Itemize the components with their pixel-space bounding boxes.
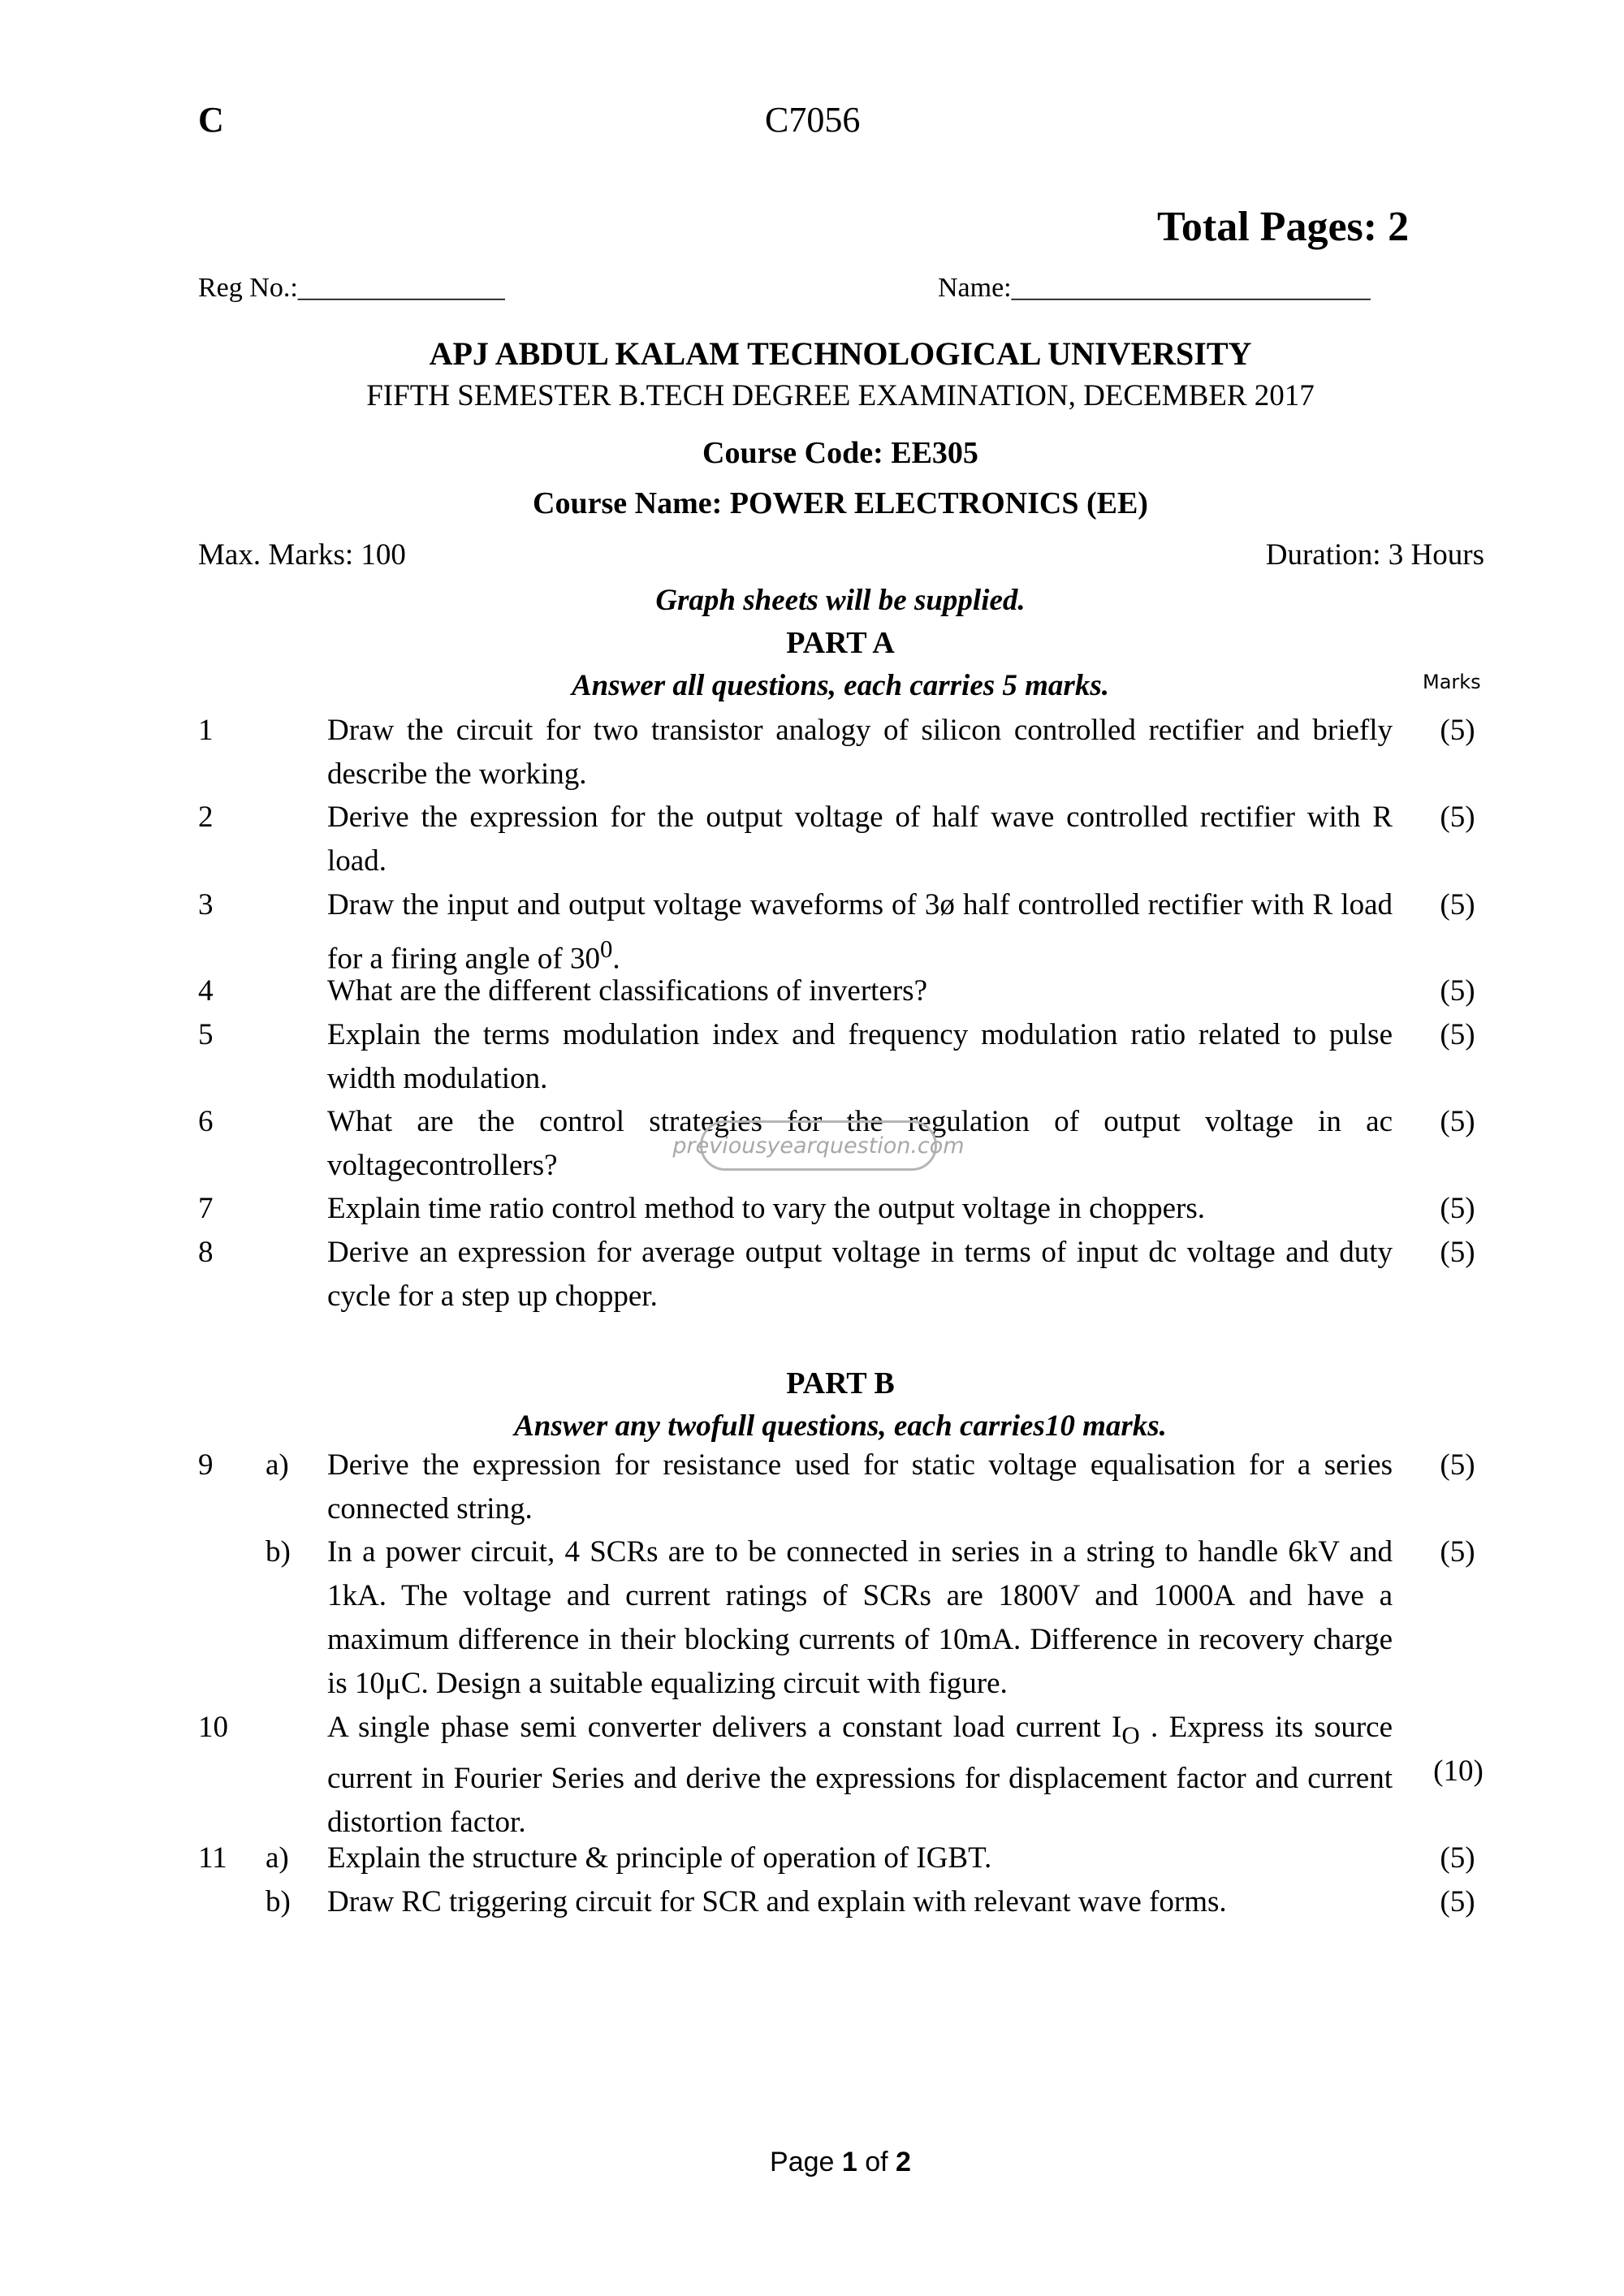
question-marks: (5) — [1440, 1535, 1475, 1569]
course-code: Course Code: EE305 — [702, 436, 978, 470]
question-text: A single phase semi converter delivers a constant load current $I_O$ . Express its source current in Fourier Series and derive the expressions for displacement factor and current distortion factor. — [327, 1711, 1393, 1840]
question-text: Derive an expression for average output voltage in terms of input dc voltage and duty cycle for a step up chopper. — [327, 1236, 1393, 1313]
question-marks: (5) — [1440, 1448, 1475, 1482]
question-subpart: a) — [266, 1448, 289, 1482]
paper-code-id: C7056 — [765, 100, 861, 140]
watermark: previousyearquestion.com — [700, 1120, 937, 1171]
question-marks: (5) — [1440, 1885, 1475, 1918]
duration: Duration: 3 Hours — [1265, 538, 1484, 572]
question-text: What are the different classifications of inverters? — [327, 974, 927, 1008]
question-marks: (5) — [1440, 888, 1475, 921]
question-number: 10 — [198, 1711, 228, 1744]
reg-no-field: Reg No.:_______________ — [198, 273, 505, 303]
question-text: Draw the input and output voltage waveforms of 3ø half controlled rectifier with R load for a firing angle of $30^0$. — [327, 888, 1393, 976]
question-text: Explain the terms modulation index and frequency modulation ratio related to pulse width modulation. — [327, 1018, 1393, 1095]
question-marks: (5) — [1440, 1841, 1475, 1875]
question-number: 5 — [198, 1018, 214, 1051]
question-number: 4 — [198, 974, 214, 1008]
question-subpart: a) — [266, 1841, 289, 1875]
question-subpart: b) — [266, 1535, 291, 1569]
exam-title: FIFTH SEMESTER B.TECH DEGREE EXAMINATION, DECEMBER 2017 — [366, 379, 1315, 412]
question-marks: (10) — [1433, 1754, 1484, 1788]
subscript: O — [1121, 1721, 1140, 1750]
course-name: Course Name: POWER ELECTRONICS (EE) — [533, 486, 1148, 520]
question-number: 3 — [198, 888, 214, 921]
university-name: APJ ABDUL KALAM TECHNOLOGICAL UNIVERSITY — [429, 335, 1252, 372]
question-marks: (5) — [1440, 801, 1475, 834]
page-footer: Page 1 of 2 — [770, 2147, 911, 2177]
question-marks: (5) — [1440, 1192, 1475, 1225]
paper-code-letter: C — [198, 100, 224, 140]
part-b-title: PART B — [786, 1366, 895, 1400]
part-a-instruction: Answer all questions, each carries 5 marks. — [572, 669, 1109, 702]
question-number: 9 — [198, 1448, 214, 1482]
part-a-title: PART A — [786, 626, 895, 660]
part-b-instruction: Answer any twofull questions, each carries10 marks. — [514, 1409, 1167, 1443]
question-number: 6 — [198, 1105, 214, 1138]
superscript: 0 — [599, 935, 613, 963]
question-text: Explain time ratio control method to vary the output voltage in choppers. — [327, 1192, 1205, 1225]
question-marks: (5) — [1440, 974, 1475, 1008]
question-text: Derive the expression for resistance used for static voltage equalisation for a series connected string. — [327, 1448, 1393, 1526]
general-instruction: Graph sheets will be supplied. — [655, 584, 1026, 617]
question-text: Explain the structure & principle of operation of IGBT. — [327, 1841, 992, 1875]
question-subpart: b) — [266, 1885, 291, 1918]
question-number: 8 — [198, 1236, 214, 1269]
question-marks: (5) — [1440, 714, 1475, 747]
max-marks: Max. Marks: 100 — [198, 538, 406, 572]
question-marks: (5) — [1440, 1236, 1475, 1269]
question-text: Draw RC triggering circuit for SCR and explain with relevant wave forms. — [327, 1885, 1227, 1918]
question-text: Draw the circuit for two transistor analogy of silicon controlled rectifier and briefly describe the working. — [327, 714, 1393, 791]
question-number: 11 — [198, 1841, 227, 1875]
question-marks: (5) — [1440, 1105, 1475, 1138]
question-number: 7 — [198, 1192, 214, 1225]
name-field: Name:__________________________ — [938, 273, 1371, 303]
question-text: What are the control strategies for the regulation of output voltage in ac voltagecontrollers? — [327, 1105, 1393, 1182]
total-pages: Total Pages: 2 — [1157, 204, 1410, 250]
question-text: Derive the expression for the output voltage of half wave controlled rectifier with R load. — [327, 801, 1393, 878]
marks-column-label: Marks — [1423, 671, 1481, 693]
question-text: In a power circuit, 4 SCRs are to be connected in series in a string to handle 6kV and 1kA. The voltage and current ratings of SCRs are 1800V and 1000A and have a maximum difference in their blocking currents of 10mA. Difference in recovery charge is 10μC. Design a suitable equalizing circuit with figure. — [327, 1535, 1393, 1700]
question-marks: (5) — [1440, 1018, 1475, 1051]
question-number: 2 — [198, 801, 214, 834]
question-number: 1 — [198, 714, 214, 747]
